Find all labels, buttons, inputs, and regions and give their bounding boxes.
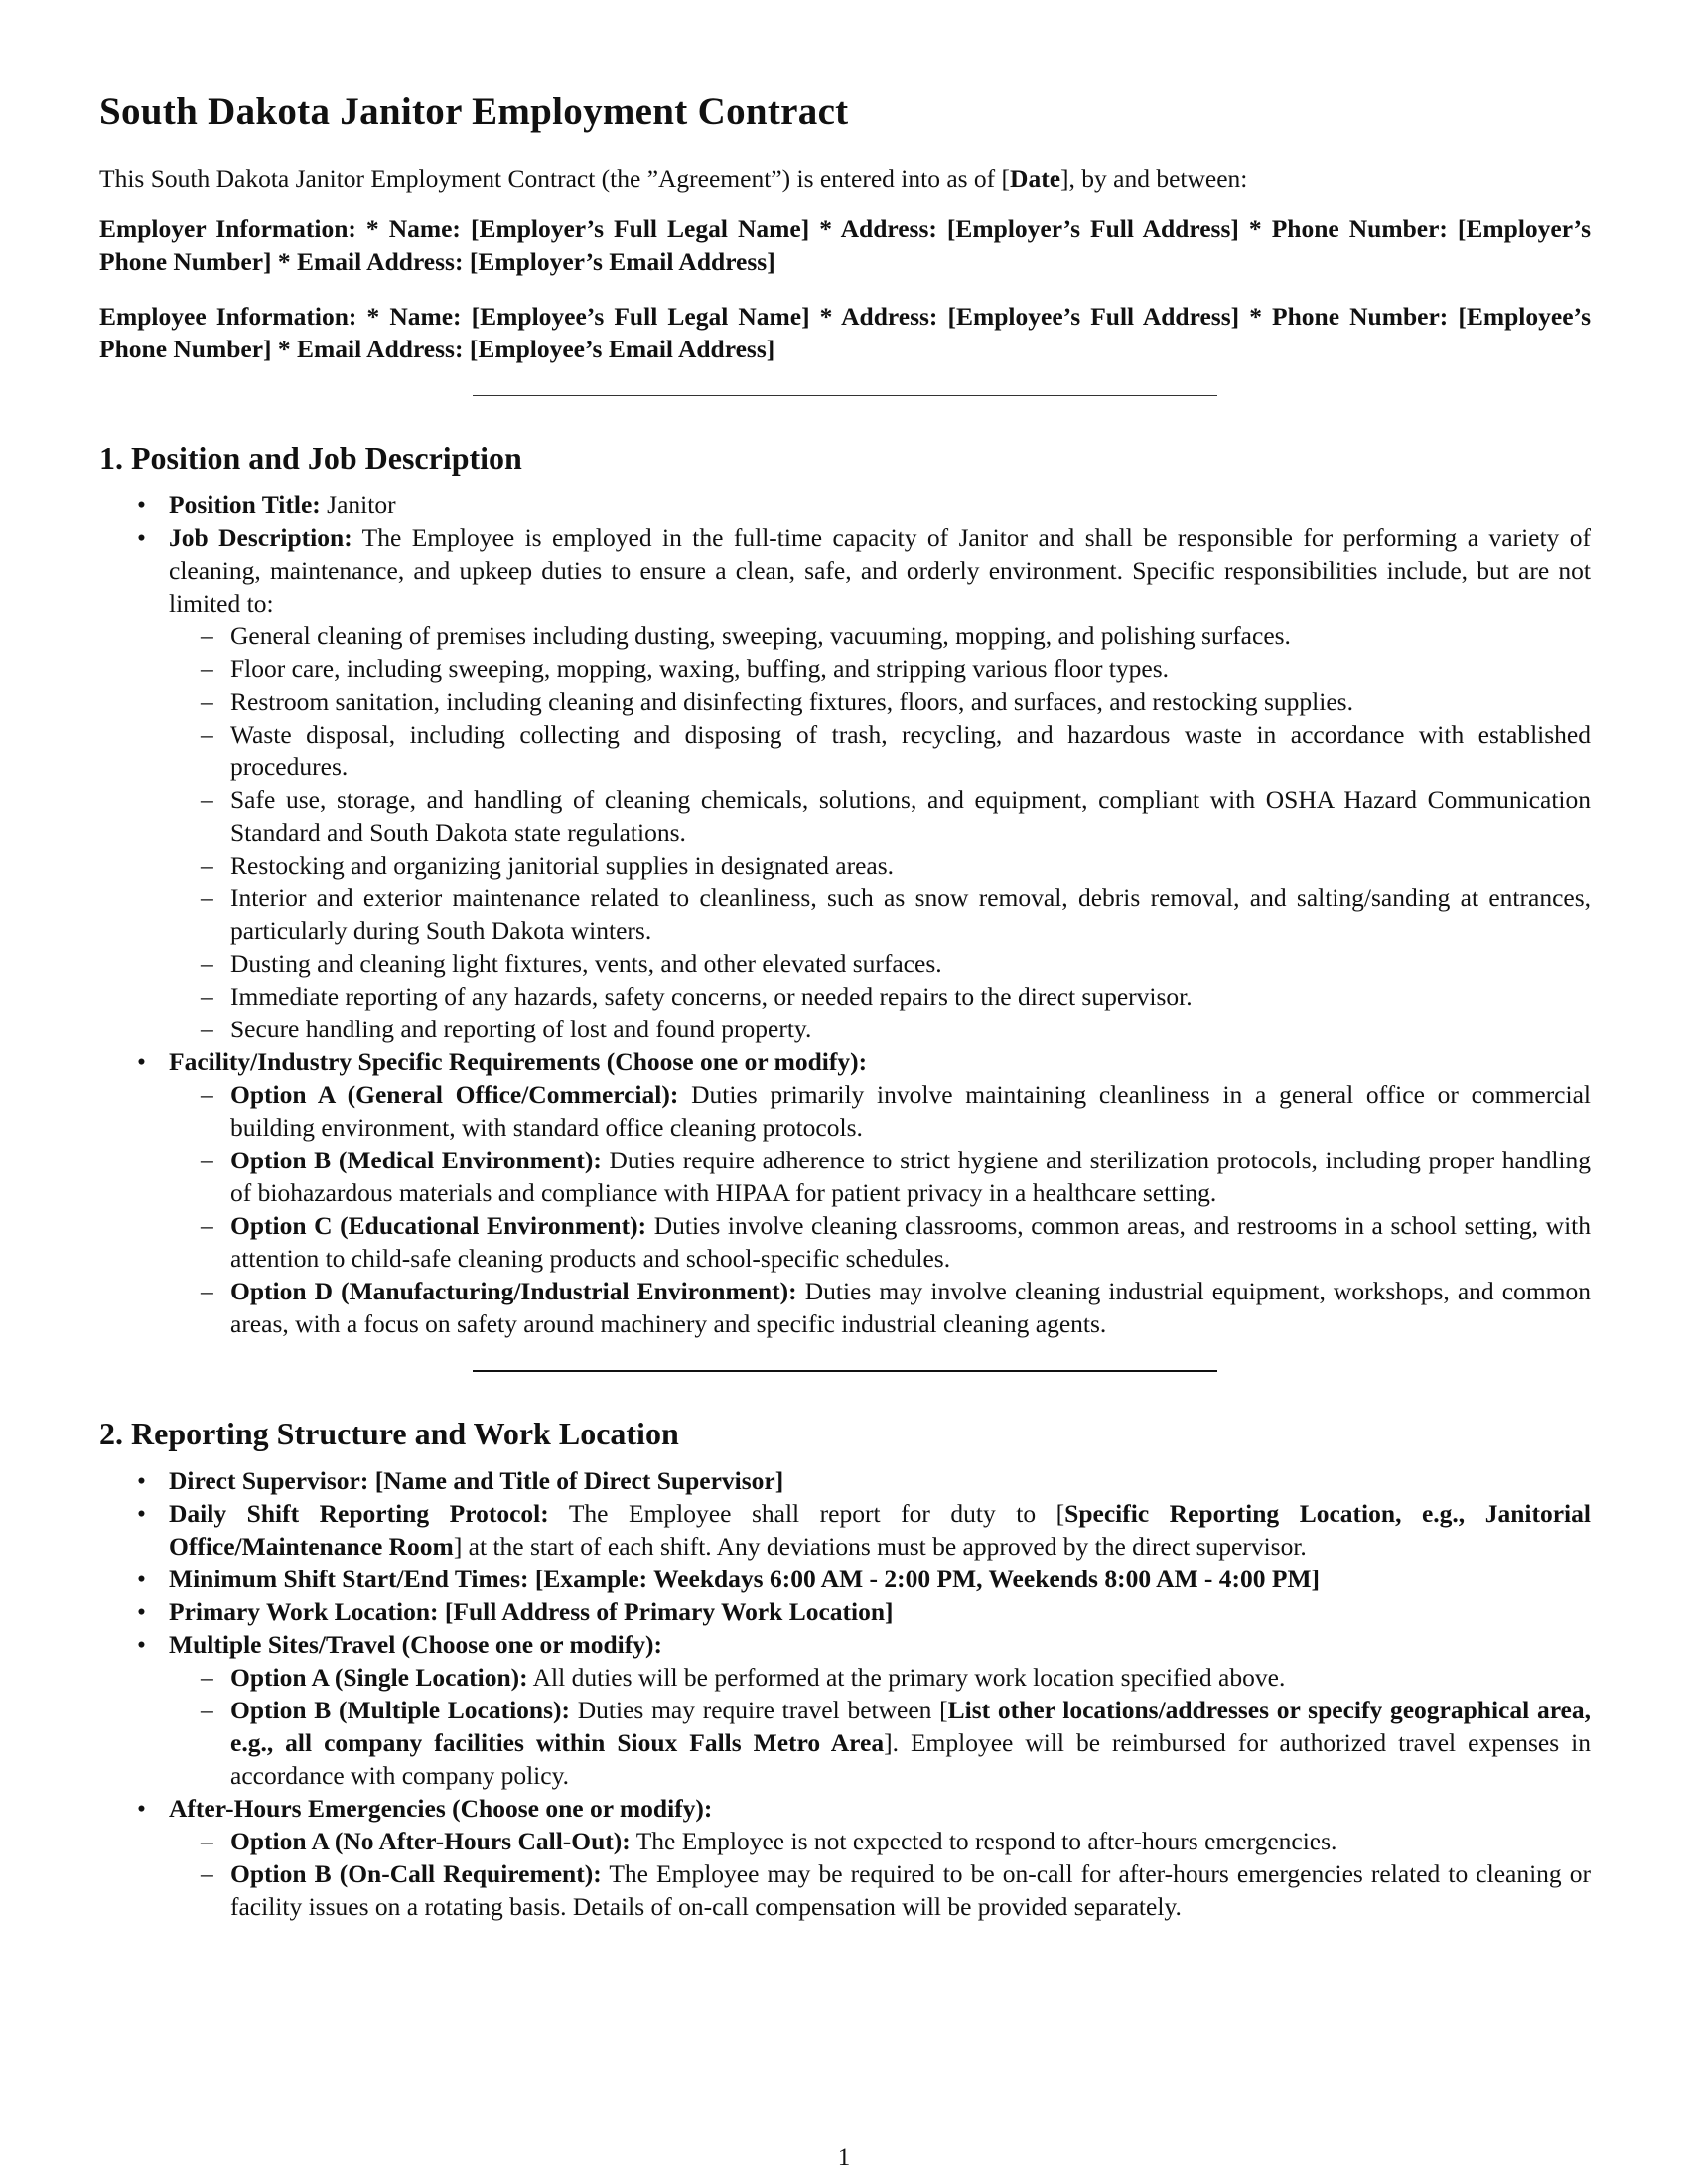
list-item: – Option A (Single Location): All duties will be performed at the primary work location specified above. (169, 1661, 1591, 1694)
employee-text: Employee Information: * Name: [Employee’s Full Legal Name] * Address: [Employee’s Full Address] * Phone Number: [Employee’s Phone Number] * Email Address: [Employee’s Email Address] (99, 302, 1591, 363)
list-item: – Option A (General Office/Commercial): Duties primarily involve maintaining cleanliness in a general office or commercial building environment, with standard office cleaning protocols. (169, 1078, 1591, 1144)
intro-date: Date (1010, 164, 1061, 193)
facility-options-list (169, 1078, 1591, 1340)
list-item: – Immediate reporting of any hazards, safety concerns, or needed repairs to the direct supervisor. (169, 980, 1591, 1013)
list-item: – Dusting and cleaning light fixtures, vents, and other elevated surfaces. (169, 947, 1591, 980)
page-number: 1 (837, 2144, 851, 2171)
intro-text-end: ], by and between: (1060, 164, 1248, 193)
list-item: • Primary Work Location: [Full Address of Primary Work Location] (99, 1595, 1591, 1628)
afterhours-options-list (169, 1825, 1591, 1923)
list-item: • After-Hours Emergencies (Choose one or modify): – Option A (No After-Hours Call-Out): The Employee is not expected to respond to after-hours emergencies. – Option B (On-Call Requirement): The Employee may be required to be on-call for after-hours emergencies related to cleaning or facility issues on a rotating basis. Details of on-call compensation will be provided separately. (99, 1792, 1591, 1923)
intro-text: This South Dakota Janitor Employment Contract (the ”Agreement”) is entered into as of [ (99, 164, 1011, 193)
employer-information (99, 212, 1591, 278)
list-item: – Waste disposal, including collecting and disposing of trash, recycling, and hazardous waste in accordance with established procedures. (169, 718, 1591, 783)
section-2-list (99, 1464, 1591, 1923)
document-title: South Dakota Janitor Employment Contract (99, 90, 849, 133)
list-item: • Minimum Shift Start/End Times: [Example: Weekdays 6:00 AM - 2:00 PM, Weekends 8:00 AM - 4:00 PM] (99, 1563, 1591, 1595)
list-item: – Option D (Manufacturing/Industrial Environment): Duties may involve cleaning industrial equipment, workshops, and common areas, with a focus on safety around machinery and specific industrial cleaning agents. (169, 1275, 1591, 1340)
list-item: – Restocking and organizing janitorial supplies in designated areas. (169, 849, 1591, 882)
list-item: • Multiple Sites/Travel (Choose one or modify): – Option A (Single Location): All duties will be performed at the primary work location specified above. – Option B (Multiple Locations): Duties may require travel between [List other locations/addresses or specify geographical area, e.g., all company facilities within Sioux Falls Metro Area]. Employee will be reimbursed for authorized travel expenses in accordance with company policy. (99, 1628, 1591, 1792)
divider (473, 1370, 1217, 1372)
list-item: – Interior and exterior maintenance related to cleanliness, such as snow removal, debris removal, and salting/sanding at entrances, particularly during South Dakota winters. (169, 882, 1591, 947)
list-item: – Restroom sanitation, including cleaning and disinfecting fixtures, floors, and surfaces, and restocking supplies. (169, 685, 1591, 718)
section-1-list (99, 488, 1591, 1340)
section-2-heading: 2. Reporting Structure and Work Location (99, 1416, 679, 1451)
list-item: – Option C (Educational Environment): Duties involve cleaning classrooms, common areas, and restrooms in a school setting, with attention to child-safe cleaning products and school-specific schedules. (169, 1209, 1591, 1275)
employee-information (99, 300, 1591, 365)
list-item: • Direct Supervisor: [Name and Title of Direct Supervisor] (99, 1464, 1591, 1497)
document-page (99, 79, 1591, 1923)
list-item: – Option A (No After-Hours Call-Out): The Employee is not expected to respond to after-hours emergencies. (169, 1825, 1591, 1857)
employer-text: Employer Information: * Name: [Employer’s Full Legal Name] * Address: [Employer’s Full Address] * Phone Number: [Employer’s Phone Number] * Email Address: [Employer’s Email Address] (99, 214, 1591, 276)
travel-options-list (169, 1661, 1591, 1792)
list-item: • Facility/Industry Specific Requirements (Choose one or modify): – Option A (General Office/Commercial): Duties primarily involve maintaining cleanliness in a general office or commercial building environment, with standard office cleaning protocols. – Option B (Medical Environment): Duties require adherence to strict hygiene and sterilization protocols, including proper handling of biohazardous materials and compliance with HIPAA for patient privacy in a healthcare setting. – Option C (Educational Environment): Duties involve cleaning classrooms, common areas, and restrooms in a school setting, with attention to child-safe cleaning products and school-specific schedules. – Option D (Manufacturing/Industrial Environment): Duties may involve cleaning industrial equipment, workshops, and common areas, with a focus on safety around machinery and specific industrial cleaning agents. (99, 1045, 1591, 1340)
list-item: – General cleaning of premises including dusting, sweeping, vacuuming, mopping, and polishing surfaces. (169, 619, 1591, 652)
list-item: • Job Description: The Employee is employed in the full-time capacity of Janitor and shall be responsible for performing a variety of cleaning, maintenance, and upkeep duties to ensure a clean, safe, and orderly environment. Specific responsibilities include, but are not limited to: – General cleaning of premises including dusting, sweeping, vacuuming, mopping, and polishing surfaces. – Floor care, including sweeping, mopping, waxing, buffing, and stripping various floor types. – Restroom sanitation, including cleaning and disinfecting fixtures, floors, and surfaces, and restocking supplies. – Waste disposal, including collecting and disposing of trash, recycling, and hazardous waste in accordance with established procedures. – Safe use, storage, and handling of cleaning chemicals, solutions, and equipment, compliant with OSHA Hazard Communication Standard and South Dakota state regulations. – Restocking and organizing janitorial supplies in designated areas. – Interior and exterior maintenance related to cleanliness, such as snow removal, debris removal, and salting/sanding at entrances, particularly during South Dakota winters. – Dusting and cleaning light fixtures, vents, and other elevated surfaces. – Immediate reporting of any hazards, safety concerns, or needed repairs to the direct supervisor. – Secure handling and reporting of lost and found property. (99, 521, 1591, 1045)
duties-list (169, 619, 1591, 1045)
section-1-heading: 1. Position and Job Description (99, 440, 522, 476)
list-item: – Safe use, storage, and handling of cleaning chemicals, solutions, and equipment, compliant with OSHA Hazard Communication Standard and South Dakota state regulations. (169, 783, 1591, 849)
list-item: • Daily Shift Reporting Protocol: The Employee shall report for duty to [Specific Reporting Location, e.g., Janitorial Office/Maintenance Room] at the start of each shift. Any deviations must be approved by the direct supervisor. (99, 1497, 1591, 1563)
list-item: – Option B (Multiple Locations): Duties may require travel between [List other locations/addresses or specify geographical area, e.g., all company facilities within Sioux Falls Metro Area]. Employee will be reimbursed for authorized travel expenses in accordance with company policy. (169, 1694, 1591, 1792)
intro-paragraph (99, 162, 1591, 195)
list-item: – Option B (On-Call Requirement): The Employee may be required to be on-call for after-hours emergencies related to cleaning or facility issues on a rotating basis. Details of on-call compensation will be provided separately. (169, 1857, 1591, 1923)
list-item: – Secure handling and reporting of lost and found property. (169, 1013, 1591, 1045)
list-item: • Position Title: Janitor (99, 488, 1591, 521)
divider (473, 395, 1217, 396)
list-item: – Option B (Medical Environment): Duties require adherence to strict hygiene and sterilization protocols, including proper handling of biohazardous materials and compliance with HIPAA for patient privacy in a healthcare setting. (169, 1144, 1591, 1209)
list-item: – Floor care, including sweeping, mopping, waxing, buffing, and stripping various floor types. (169, 652, 1591, 685)
